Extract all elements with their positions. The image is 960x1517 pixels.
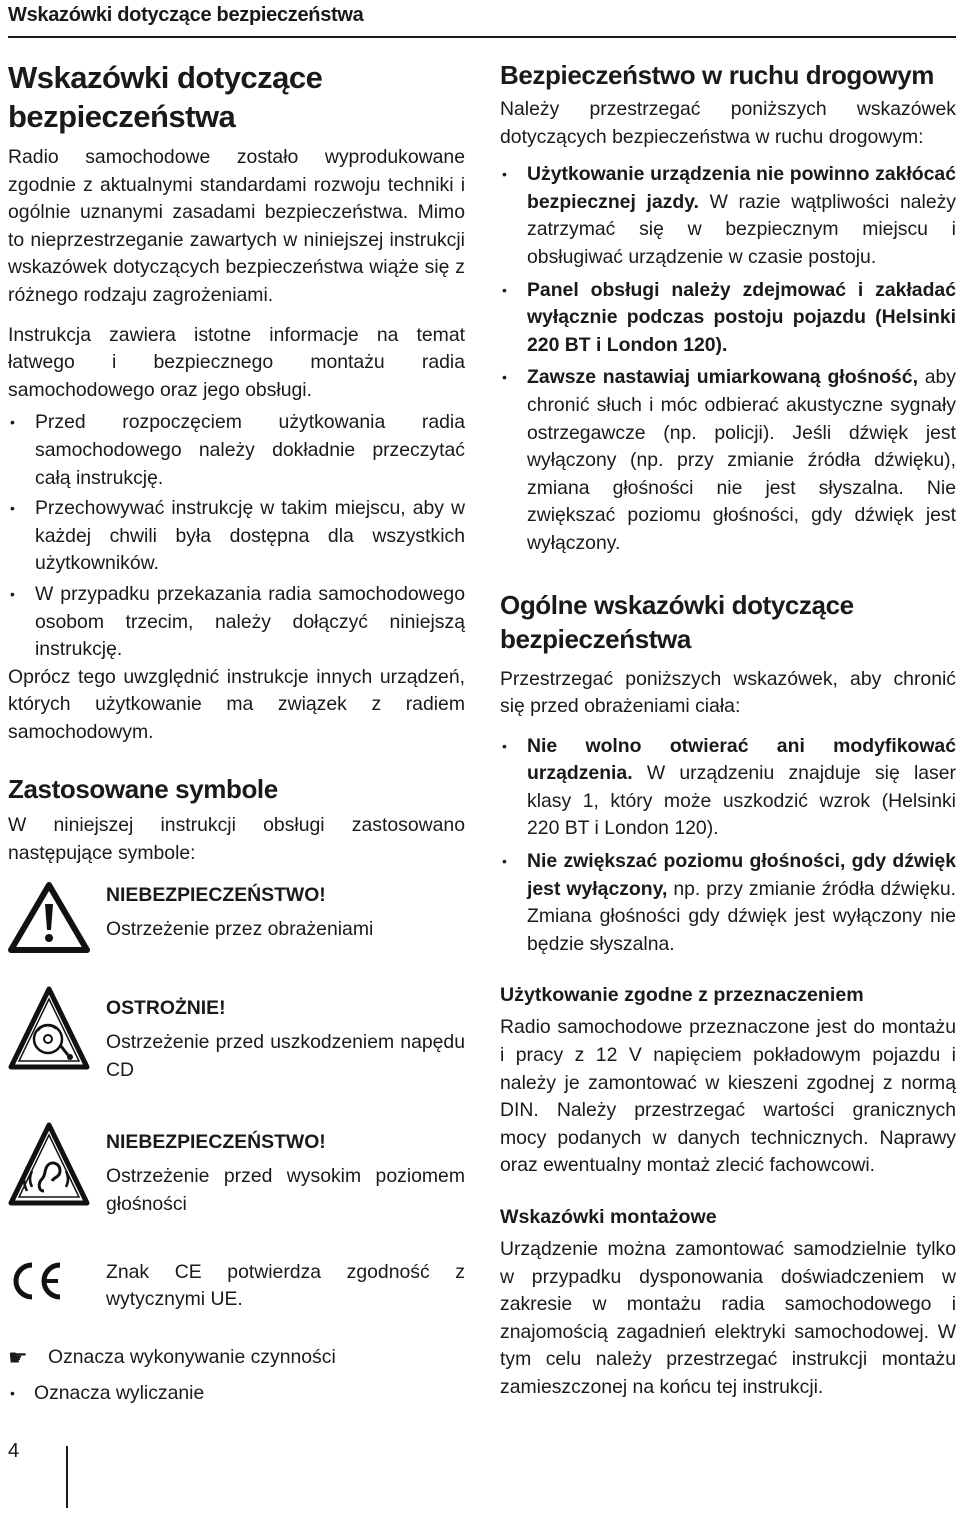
ce-mark-icon [8, 1259, 64, 1308]
traffic-intro: Należy przestrzegać poniższych wskazówek dotyczących bezpieczeństwa w ruchu drogowym: [500, 98, 956, 148]
action-marker-text: Oznacza wykonywanie czynności [48, 1345, 336, 1368]
symbol-description: Ostrzeżenie przed uszkodzeniem napędu CD [106, 1031, 465, 1081]
traffic-bullet-list [500, 161, 956, 557]
list-item: • Nie zwiększać poziomu głośności, gdy dźwięk jest wyłączony, np. przy zmianie źródła dźwięku. Zmiana głośności gdy dźwięk jest wyłączony nie będzie słyszalna. [500, 848, 956, 958]
intro-paragraph-3: Oprócz tego uwzględnić instrukcje innych urządzeń, których użytkowanie ma związek z radiem samochodowym. [8, 665, 465, 743]
mounting-heading: Wskazówki montażowe [500, 1206, 717, 1228]
hearing-warning-icon [8, 1121, 90, 1214]
symbol-row [8, 1129, 465, 1259]
list-item: • Panel obsługi należy zdejmować i zakładać wyłącznie podczas postoju pojazdu (Helsinki 220 BT i London 120). [500, 277, 956, 360]
cd-drive-warning-icon [8, 985, 90, 1078]
header-title: Wskazówki dotyczące bezpieczeństwa [8, 4, 364, 26]
page-number: 4 [8, 1440, 20, 1462]
intro-paragraph-2: Instrukcja zawiera istotne informacje na temat łatwego i bezpiecznego montażu radia samochodowego oraz jego obsługi. [8, 323, 465, 401]
traffic-heading: Bezpieczeństwo w ruchu drogowym [500, 60, 934, 90]
bullet-icon: • [10, 1385, 15, 1402]
intended-use-heading: Użytkowanie zgodne z przeznaczeniem [500, 984, 864, 1007]
intro-bullet-list [8, 409, 465, 663]
list-item: • Nie wolno otwierać ani modyfikować urządzenia. W urządzeniu znajduje się laser klasy 1, który może uszkodzić wzrok (Helsinki 220 BT i London 120). [500, 733, 956, 843]
symbol-row [8, 995, 465, 1129]
symbols-heading: Zastosowane symbole [8, 774, 278, 805]
general-bullet-list [500, 733, 956, 959]
warning-triangle-icon [8, 882, 90, 959]
page-header [8, 0, 956, 38]
page-divider [66, 1446, 68, 1508]
left-column [8, 58, 465, 1408]
intended-use-text: Radio samochodowe przeznaczone jest do montażu i pracy z 12 V napięciem pokładowym pojazdu i należy je zamontować w kieszeni zgodnej z normą DIN. Należy przestrzegać wartości granicznych mocy podanych w danych technicznych. Naprawy oraz ewentualny montaż zlecić fachowcowi. [500, 1016, 956, 1177]
list-marker-text: Oznacza wyliczanie [34, 1382, 205, 1405]
symbol-row [8, 1259, 465, 1344]
symbol-description: Ostrzeżenie przez obrażeniami [106, 918, 374, 941]
list-item: • Użytkowanie urządzenia nie powinno zakłócać bezpiecznej jazdy. W razie wątpliwości należy zatrzymać się w bezpiecznym miejscu i obsługiwać urządzenie w czasie postoju. [500, 161, 956, 271]
symbol-title: OSTROŻNIE! [106, 996, 226, 1019]
page-title-line2: bezpieczeństwa [8, 99, 236, 134]
right-column [500, 58, 956, 1402]
symbol-title: NIEBEZPIECZEŃSTWO! [106, 1130, 326, 1153]
general-intro: Przestrzegać poniższych wskazówek, aby chronić się przed obrażeniami ciała: [500, 667, 956, 718]
general-heading: Ogólne wskazówki dotyczące bezpieczeństwa [500, 589, 854, 654]
action-marker-row [8, 1344, 465, 1372]
list-marker-row [8, 1380, 465, 1408]
list-item: • W przypadku przekazania radia samochodowego osobom trzecim, należy dołączyć niniejszą instrukcję. [8, 581, 465, 664]
symbol-row [8, 882, 465, 995]
symbol-title: NIEBEZPIECZEŃSTWO! [106, 883, 326, 906]
list-item: • Zawsze nastawiaj umiarkowaną głośność, aby chronić słuch i móc odbierać akustyczne sygnały ostrzegawcze (np. policji). Jeśli dźwięk jest wyłączony (np. przy zmianie źródła dźwięku), zmiana głośności nie jest słyszalna. Nie zwiększać poziomu głośności, gdy dźwięk jest wyłączony. [500, 364, 956, 557]
symbols-list [8, 882, 465, 1344]
pointing-hand-icon: ☛ [8, 1344, 28, 1370]
page-title-line1: Wskazówki dotyczące [8, 60, 323, 95]
list-item: • Przed rozpoczęciem użytkowania radia samochodowego należy dokładnie przeczytać całą instrukcję. [8, 409, 465, 492]
symbol-description: Ostrzeżenie przed wysokim poziomem głośności [106, 1165, 465, 1215]
mounting-text: Urządzenie można zamontować samodzielnie tylko w przypadku dysponowania doświadczeniem w zakresie w montażu radia samochodowego i znajomością zagadnień elektryki samochodowej. W tym celu należy przestrzegać instrukcji montażu zamieszczonej na końcu tej instrukcji. [500, 1238, 956, 1398]
page-title [8, 58, 465, 136]
list-item: • Przechowywać instrukcję w takim miejscu, aby w każdej chwili była dostępna dla wszystkich użytkowników. [8, 495, 465, 578]
symbols-intro: W niniejszej instrukcji obsługi zastosowano następujące symbole: [8, 814, 465, 865]
intro-paragraph-1: Radio samochodowe zostało wyprodukowane zgodnie z aktualnymi standardami rozwoju techniki i ogólnie uznanymi zasadami bezpieczeństwa. Mimo to nieprzestrzeganie zawartych w niniejszej instrukcji wskazówek dotyczących bezpieczeństwa wiąże się z różnego rodzaju zagrożeniami. [8, 146, 465, 306]
symbol-description: Znak CE potwierdza zgodność z wytycznymi UE. [106, 1260, 465, 1311]
